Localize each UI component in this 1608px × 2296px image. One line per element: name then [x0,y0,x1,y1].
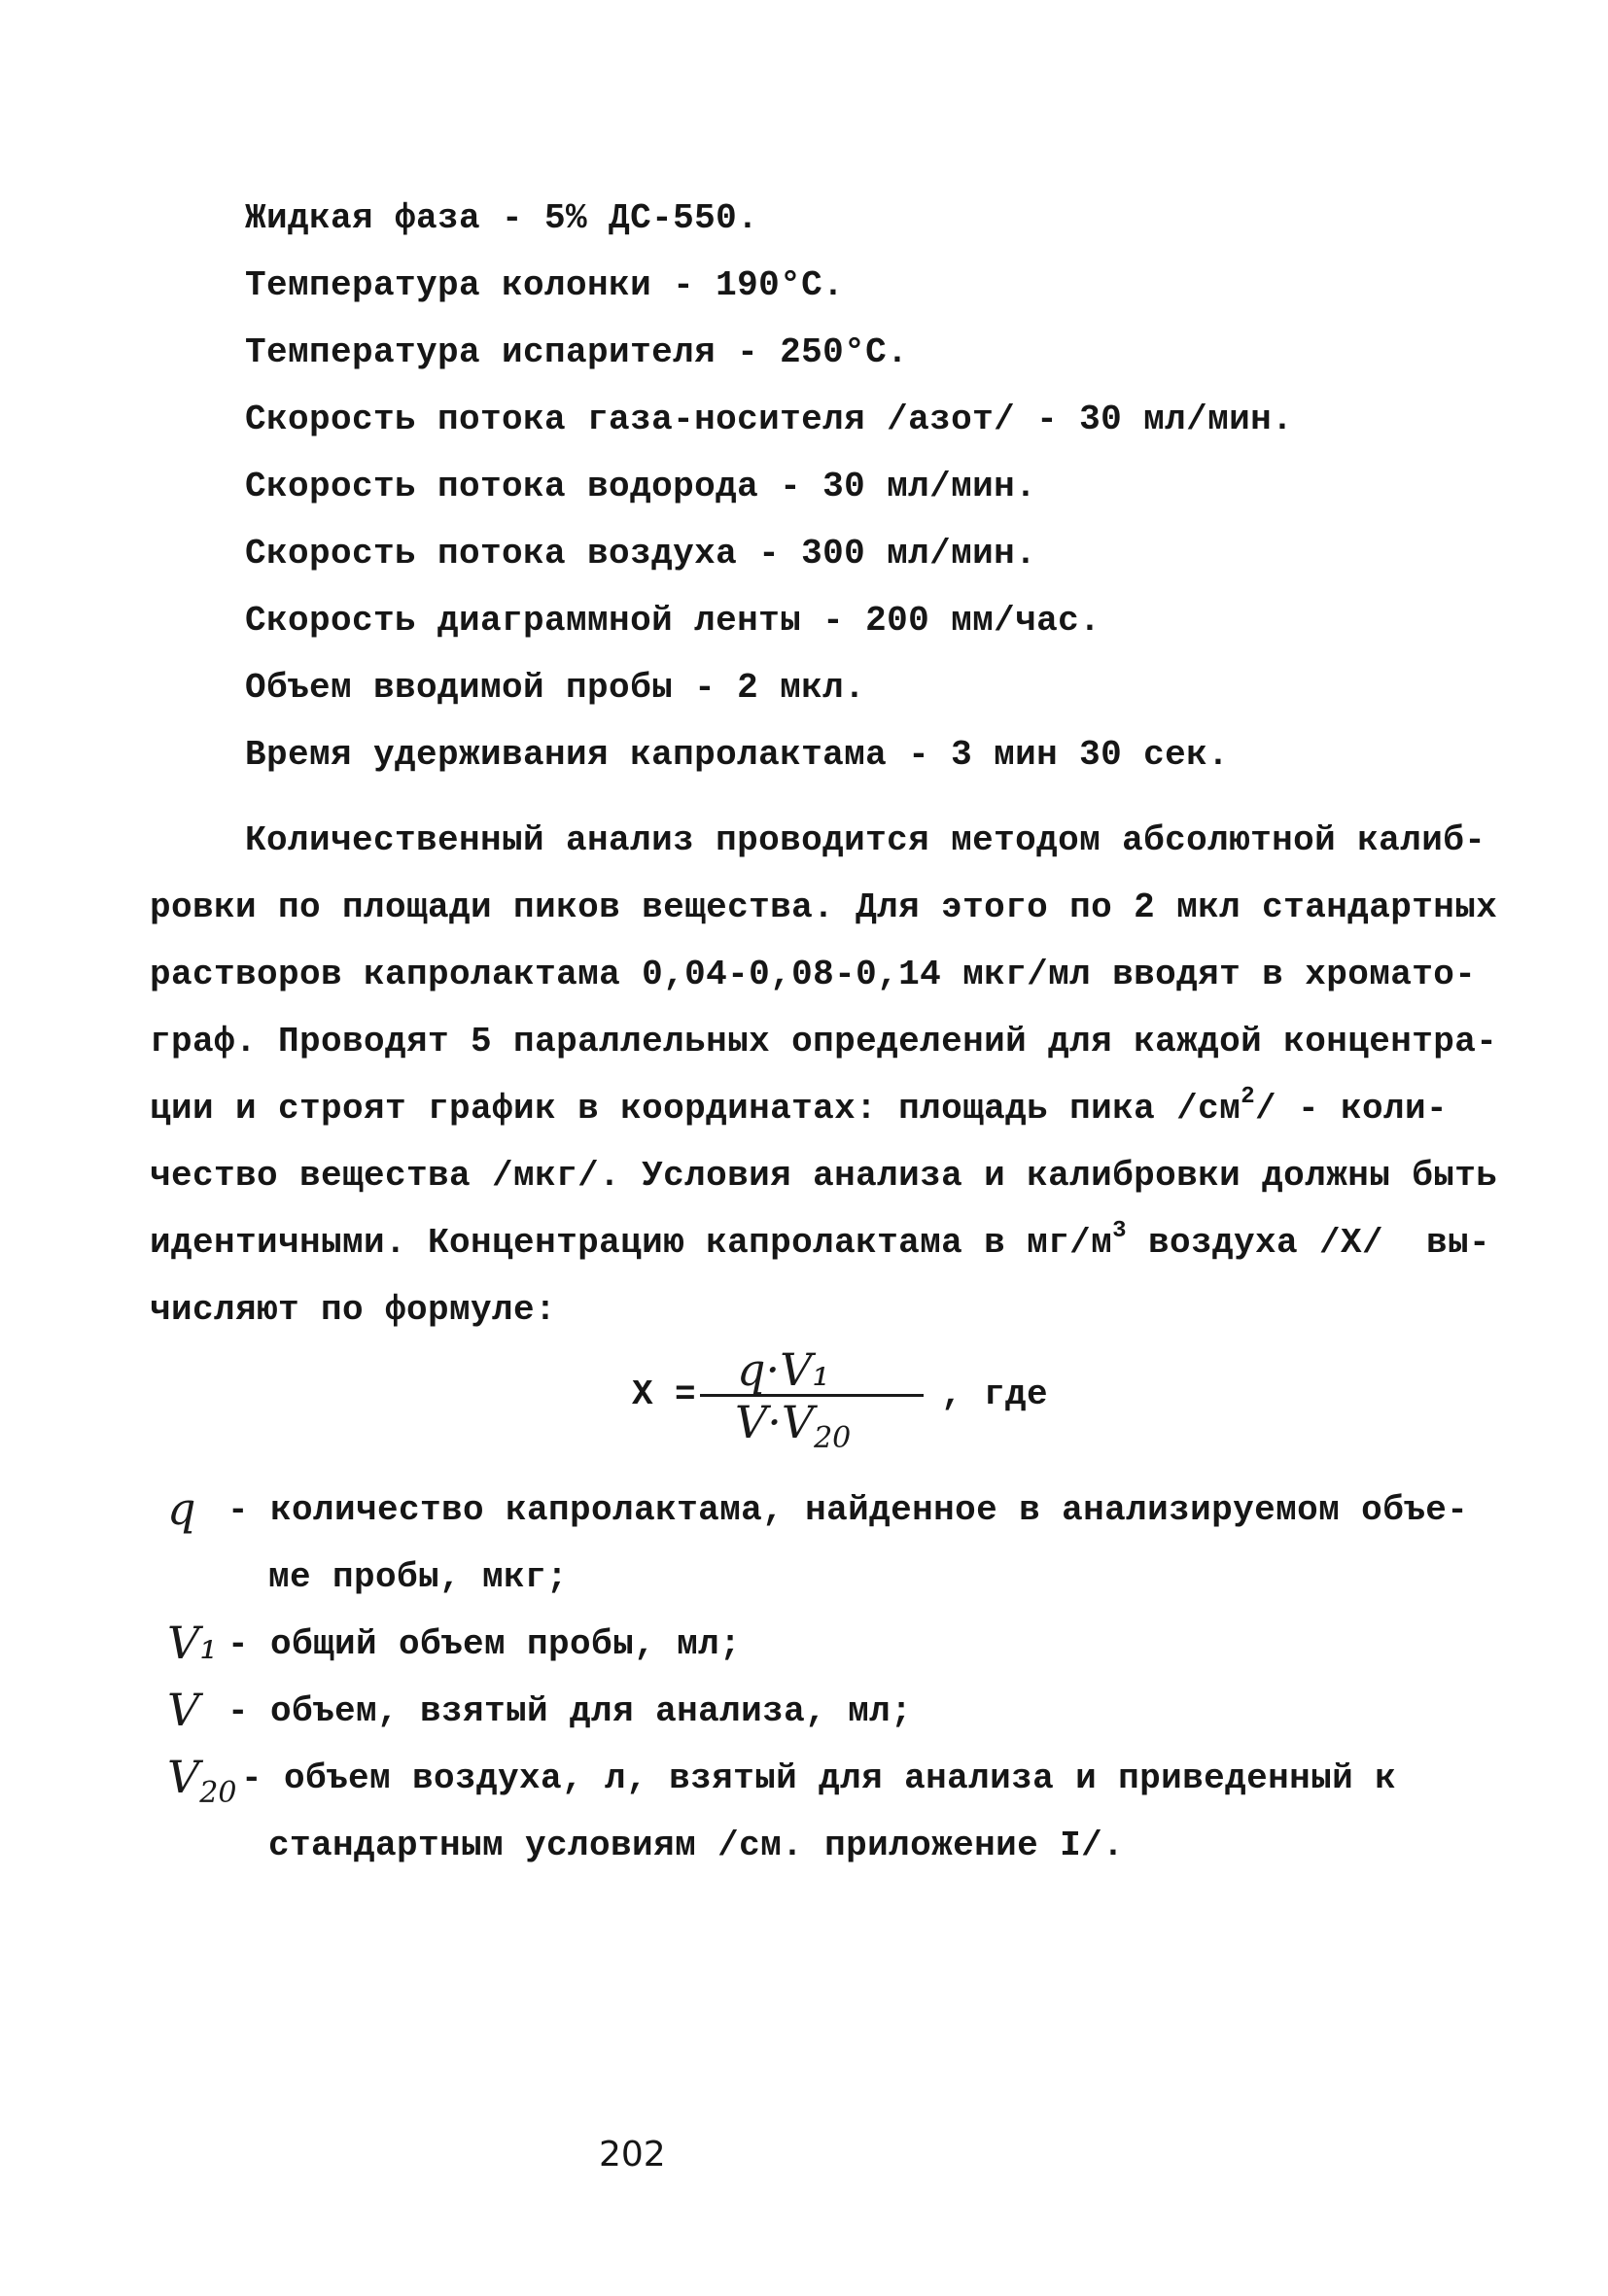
paragraph-line: числяют по формуле: [150,1290,557,1330]
paragraph-text: воздуха /Х/ вы- [1126,1223,1491,1263]
paragraph-line: граф. Проводят 5 параллельных определений для каждой концентра- [150,1022,1498,1061]
paragraph-line [150,1084,1449,1131]
paragraph-text: идентичными. Концентрацию капролактама в мг/м [150,1223,1113,1263]
formula-denominator [735,1398,851,1463]
legend-text: - объем воздуха, л, взятый для анализа и приведенный к [241,1758,1397,1798]
symbol-v1: V₁ [167,1617,218,1669]
page-number: 202 [599,2135,666,2174]
formula-lhs: Х = [632,1374,697,1414]
paragraph-line: Количественный анализ проводится методом абсолютной калиб- [245,820,1486,860]
legend-text: стандартным условиям /см. приложение I/. [268,1826,1125,1865]
condition-line: Температура колонки - 190°С. [245,265,845,305]
denominator-symbols: V·V [735,1396,815,1448]
condition-line: Скорость диаграммной ленты - 200 мм/час. [245,601,1101,641]
superscript: 3 [1112,1218,1127,1244]
paragraph-line: растворов капролактама 0,04-0,08-0,14 мкг/мл вводят в хромато- [150,955,1477,994]
condition-line: Скорость потока водорода - 30 мл/мин. [245,467,1037,506]
superscript: 2 [1241,1084,1255,1110]
subscript: 20 [814,1421,852,1455]
condition-line: Жидкая фаза - 5% ДС-550. [245,198,759,238]
condition-line: Скорость потока газа-носителя /азот/ - 30 мл/мин. [245,400,1294,439]
paragraph-text: / - коли- [1255,1089,1449,1129]
formula-suffix: , где [941,1374,1049,1414]
formula-numerator: q·V₁ [737,1343,830,1396]
condition-line: Время удерживания капролактама - 3 мин 30 сек. [245,735,1230,775]
paragraph-line [150,1218,1491,1265]
paragraph-line: ровки по площади пиков вещества. Для этого по 2 мкл стандартных [150,887,1498,927]
legend-text: ме пробы, мкг; [268,1557,569,1597]
condition-line: Объем вводимой пробы - 2 мкл. [245,668,866,708]
legend-text: - объем, взятый для анализа, мл; [227,1691,913,1731]
condition-line: Скорость потока воздуха - 300 мл/мин. [245,534,1037,574]
symbol-v: V [167,1684,200,1736]
condition-line: Температура испарителя - 250°С. [245,332,909,372]
paragraph-line: чество вещества /мкг/. Условия анализа и калибровки должны быть [150,1156,1498,1196]
paragraph-text: ции и строят график в координатах: площадь пика /см [150,1089,1241,1129]
symbol-q: q [167,1482,196,1535]
legend-text: - общий объем пробы, мл; [227,1624,742,1664]
subscript: 20 [199,1776,237,1810]
v-symbol: V [167,1751,200,1803]
symbol-v20 [167,1753,236,1818]
legend-text: - количество капролактама, найденное в анализируемом объе- [227,1490,1469,1530]
